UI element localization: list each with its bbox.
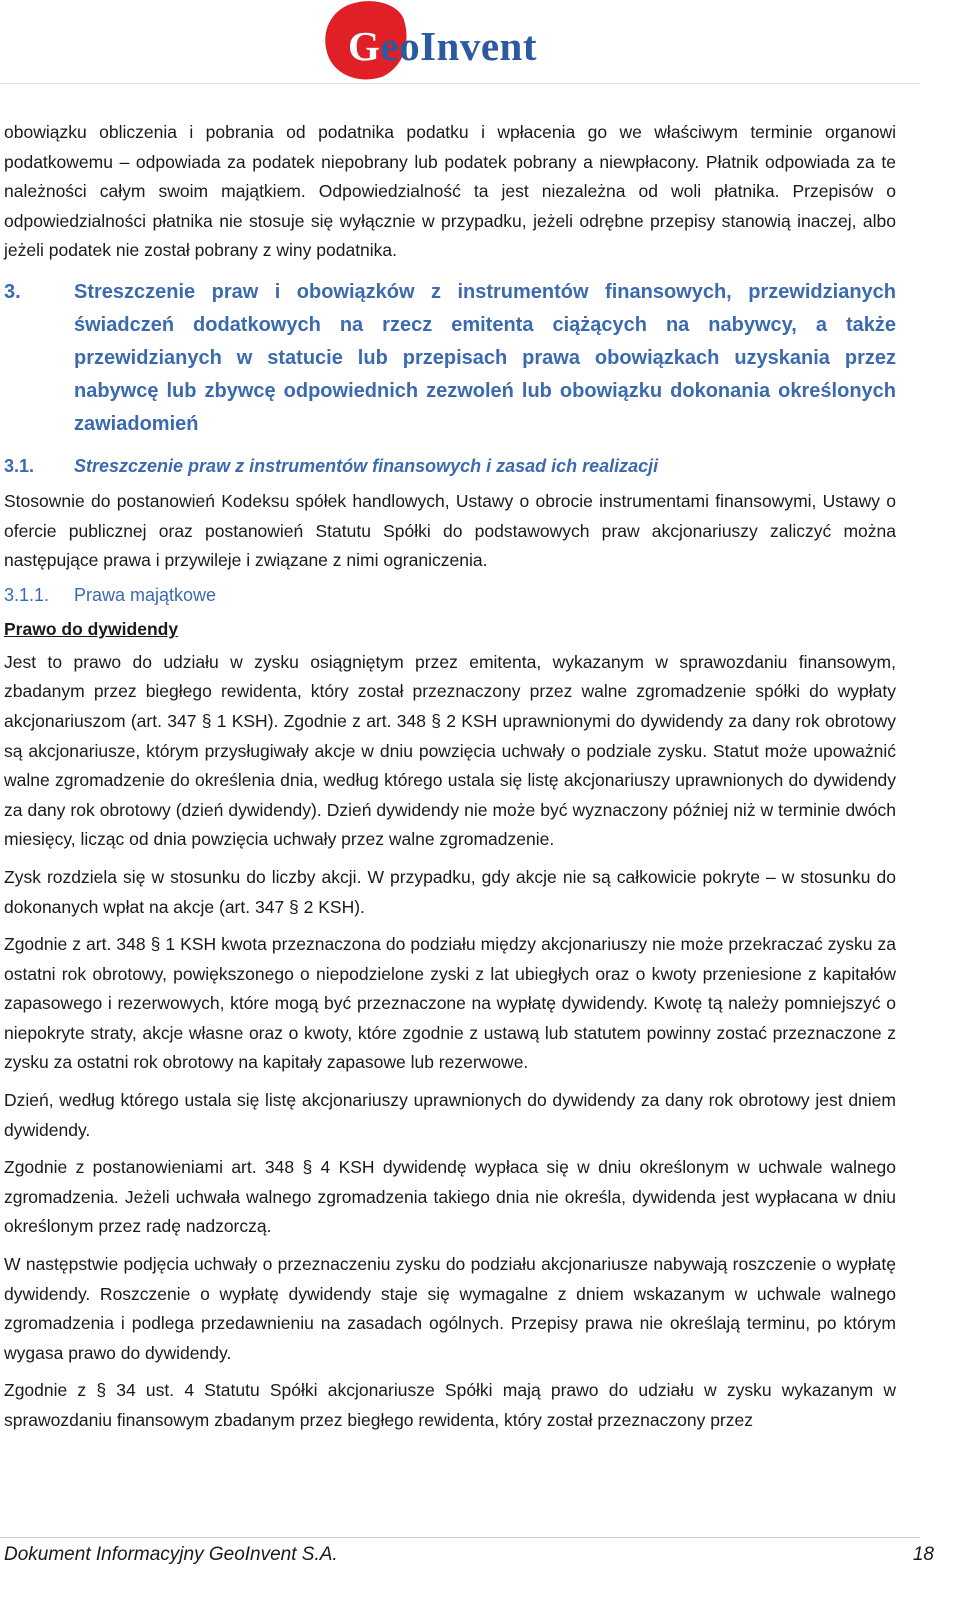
heading-text: Streszczenie praw i obowiązków z instrumentów finansowych, przewidzianych świadczeń dodatkowych na rzecz emitenta ciążących na nabywcy, a także przewidzianych w statucie lub przepisach prawa obowiązkach uzyskania przez nabywcę lub zbywcę odpowiednich zezwoleń lub obowiązku dokonania określonych zawiadomień xyxy=(74,280,896,435)
document-body xyxy=(4,118,896,1436)
heading-section-3-1 xyxy=(4,451,896,481)
paragraph: Zgodnie z art. 348 § 1 KSH kwota przeznaczona do podziału między akcjonariuszy nie może przekraczać zysku za ostatni rok obrotowy, powiększonego o niepodzielone zyski z lat ubiegłych oraz o kwoty przeniesione z kapitałów zapasowego i rezerwowych, które mogą być przeznaczone na wypłatę dywidendy. Kwotę tą należy pomniejszyć o niepokryte straty, akcje własne oraz o kwoty, które zgodnie z ustawą lub statutem powinny zostać przeznaczone z zysku za ostatni rok obrotowy na kapitały zapasowe lub rezerwowe. xyxy=(4,934,896,1073)
heading-number: 3. xyxy=(4,280,21,303)
paragraph: Zysk rozdziela się w stosunku do liczby akcji. W przypadku, gdy akcje nie są całkowicie pokryte – w stosunku do dokonanych wpłat na akcje (art. 347 § 2 KSH). xyxy=(4,866,896,917)
header-divider xyxy=(0,83,920,84)
paragraph: Jest to prawo do udziału w zysku osiągniętym przez emitenta, wykazanym w sprawozdaniu finansowym, zbadanym przez biegłego rewidenta, który został przeznaczony przez walne zgromadzenie spółki do wypłaty akcjonariuszom (art. 347 § 1 KSH). Zgodnie z art. 348 § 2 KSH uprawnionymi do dywidendy za dany rok obrotowy są akcjonariusze, którym przysługiwały akcje w dniu powzięcia uchwały o podziale zysku. Statut może upoważnić walne zgromadzenie do określenia dnia, według którego ustala się listę akcjonariuszy uprawnionych do dywidendy za dany rok obrotowy (dzień dywidendy). Dzień dywidendy nie może być wyznaczony później niż w terminie dwóch miesięcy, licząc od dnia powzięcia uchwały przez walne zgromadzenie. xyxy=(4,651,896,850)
page-number: 18 xyxy=(912,1544,934,1565)
heading-section-3-1-1 xyxy=(4,580,896,610)
heading-number: 3.1.1. xyxy=(4,584,50,605)
intro-paragraph: obowiązku obliczenia i pobrania od podatnika podatku i wpłacenia go we właściwym terminie organowi podatkowemu – odpowiada za podatek niepobrany lub podatek pobrany a niewpłacony. Płatnik odpowiada za te należności całym swoim majątkiem. Odpowiedzialność ta jest niezależna od woli płatnika. Przepisów o odpowiedzialności płatnika nie stosuje się wyłącznie w przypadku, jeżeli odrębne przepisy stanowią inaczej, albo jeżeli podatek nie został pobrany z winy podatnika. xyxy=(4,122,896,261)
heading-text: Streszczenie praw z instrumentów finansowych i zasad ich realizacji xyxy=(74,455,659,476)
heading-section-3 xyxy=(4,276,896,441)
heading-number: 3.1. xyxy=(4,455,35,476)
paragraph: W następstwie podjęcia uchwały o przeznaczeniu zysku do podziału akcjonariusze nabywają roszczenie o wypłatę dywidendy. Roszczenie o wypłatę dywidendy staje się wymagalne z dniem wskazanym w uchwale walnego zgromadzenia i podlega przedawnieniu na zasadach ogólnych. Przepisy prawa nie określają terminu, po którym wygasa prawo do dywidendy. xyxy=(4,1254,896,1363)
heading-text: Prawa majątkowe xyxy=(74,584,217,605)
paragraph: Dzień, według którego ustala się listę akcjonariuszy uprawnionych do dywidendy za dany rok obrotowy jest dniem dywidendy. xyxy=(4,1090,896,1140)
footer-divider xyxy=(0,1537,920,1538)
geoinvent-logo xyxy=(318,0,588,84)
footer-document-title: Dokument Informacyjny GeoInvent S.A. xyxy=(4,1544,338,1565)
logo-text: GeoInvent xyxy=(348,23,538,69)
page-header xyxy=(0,0,960,84)
paragraph: Zgodnie z § 34 ust. 4 Statutu Spółki akcjonariusze Spółki mają prawo do udziału w zysku wykazanym w sprawozdaniu finansowym zbadanym przez biegłego rewidenta, który został przeznaczony przez xyxy=(4,1380,896,1430)
heading-dividend-right: Prawo do dywidendy xyxy=(4,618,179,639)
rights-intro-paragraph: Stosownie do postanowień Kodeksu spółek handlowych, Ustawy o obrocie instrumentami finansowymi, Ustawy o ofercie publicznej oraz postanowień Statutu Spółki do podstawowych praw akcjonariuszy zaliczyć można następujące prawa i przywileje i związane z nimi ograniczenia. xyxy=(4,490,896,571)
page-footer xyxy=(4,1540,934,1570)
paragraph: Zgodnie z postanowieniami art. 348 § 4 KSH dywidendę wypłaca się w dniu określonym w uchwale walnego zgromadzenia. Jeżeli uchwała walnego zgromadzenia takiego dnia nie określa, dywidenda jest wypłacana w dniu określonym przez radę nadzorczą. xyxy=(4,1157,896,1237)
